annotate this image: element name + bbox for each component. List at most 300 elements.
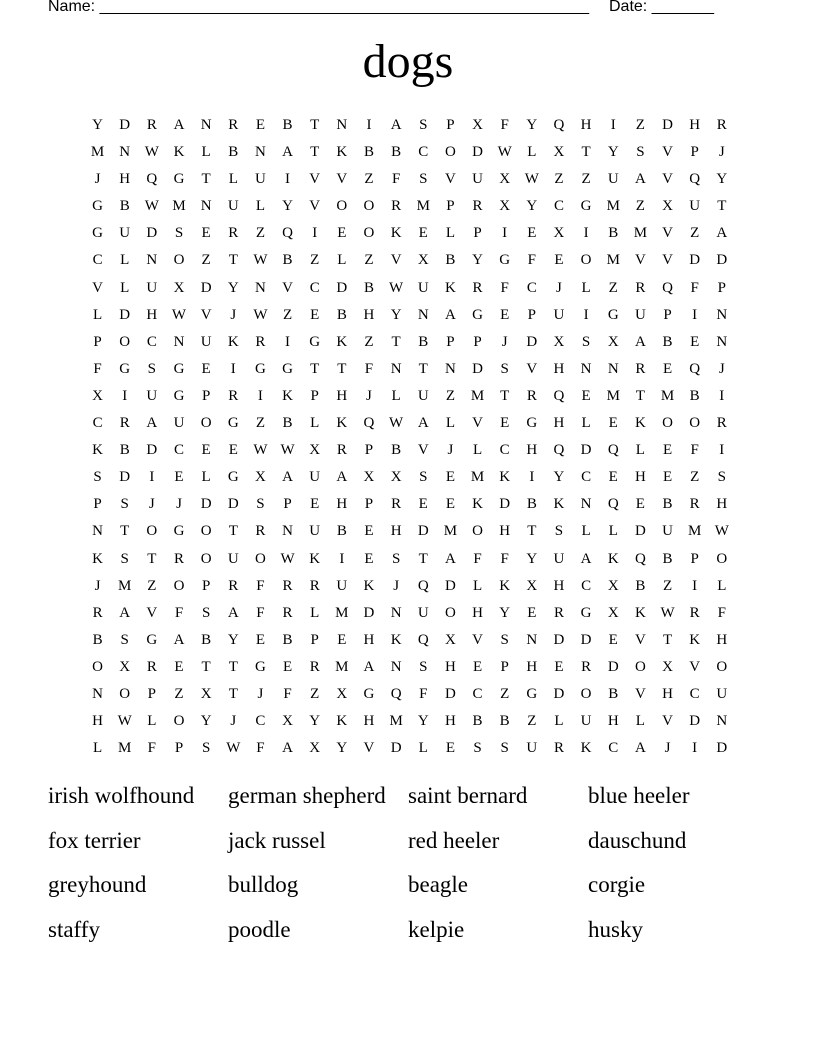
grid-letter: A — [227, 604, 239, 621]
grid-letter: V — [417, 442, 429, 459]
grid-letter: B — [119, 442, 130, 459]
grid-letter: E — [581, 387, 591, 404]
grid-letter: B — [418, 333, 429, 350]
word-list-item: greyhound — [48, 872, 147, 898]
grid-letter: T — [500, 387, 510, 404]
grid-letter: R — [119, 415, 130, 432]
grid-letter: N — [254, 144, 266, 161]
grid-letter: L — [581, 415, 591, 432]
grid-letter: P — [147, 685, 157, 702]
grid-letter: X — [92, 387, 103, 404]
grid-letter: R — [228, 387, 239, 404]
grid-letter: K — [472, 496, 483, 513]
grid-letter: X — [173, 279, 185, 296]
grid-letter: D — [553, 631, 565, 648]
grid-letter: H — [363, 631, 375, 648]
grid-letter: O — [254, 550, 266, 567]
grid-letter: K — [227, 333, 239, 350]
grid-letter: J — [556, 279, 562, 296]
grid-letter: N — [282, 523, 293, 540]
grid-letter: V — [92, 279, 103, 296]
grid-letter: F — [473, 550, 482, 567]
grid-letter: E — [608, 631, 618, 648]
grid-letter: U — [472, 171, 483, 188]
grid-letter: M — [470, 469, 485, 486]
grid-letter: Y — [336, 740, 348, 757]
grid-letter: C — [581, 469, 592, 486]
grid-letter: D — [689, 713, 701, 730]
grid-letter: L — [472, 442, 483, 459]
grid-letter: P — [201, 387, 211, 404]
grid-letter: O — [200, 550, 212, 567]
grid-letter: Q — [146, 171, 158, 188]
grid-letter: C — [255, 713, 266, 730]
grid-letter: X — [336, 685, 348, 702]
grid-letter: V — [634, 252, 646, 269]
grid-letter: K — [336, 415, 348, 432]
grid-letter: O — [580, 252, 592, 269]
grid-letter: Z — [310, 252, 320, 269]
grid-letter: P — [283, 496, 292, 513]
grid-letter: O — [716, 658, 728, 675]
grid-letter: E — [445, 740, 455, 757]
grid-letter: G — [580, 198, 592, 215]
grid-letter: M — [687, 523, 702, 540]
grid-letter: H — [336, 496, 348, 513]
grid-letter: D — [200, 279, 212, 296]
grid-letter: Z — [554, 171, 564, 188]
grid-letter: Y — [472, 252, 483, 269]
grid-letter: S — [419, 469, 428, 486]
grid-letter: R — [472, 198, 483, 215]
grid-letter: R — [391, 198, 402, 215]
grid-letter: D — [200, 496, 212, 513]
grid-letter: P — [663, 306, 672, 323]
grid-letter: V — [363, 740, 375, 757]
grid-letter: R — [716, 117, 727, 133]
grid-letter: O — [173, 252, 185, 269]
grid-letter: R — [716, 415, 727, 432]
grid-letter: P — [310, 387, 319, 404]
grid-letter: Z — [364, 333, 374, 350]
word-list-item: beagle — [408, 872, 469, 898]
grid-letter: Q — [363, 415, 375, 432]
grid-letter: B — [119, 198, 130, 215]
grid-letter: J — [501, 333, 508, 350]
grid-letter: R — [309, 577, 320, 594]
grid-letter: G — [173, 387, 185, 404]
grid-letter: P — [690, 550, 699, 567]
grid-letter: H — [390, 523, 402, 540]
grid-letter: B — [282, 415, 293, 432]
grid-letter: U — [309, 523, 321, 540]
grid-letter: E — [201, 360, 211, 377]
grid-letter: X — [472, 117, 483, 133]
word-list-item: bulldog — [228, 872, 299, 898]
grid-letter: H — [553, 415, 565, 432]
word-list-item: red heeler — [408, 827, 500, 853]
grid-letter: X — [553, 333, 565, 350]
grid-letter: N — [417, 306, 429, 323]
grid-letter: O — [119, 685, 131, 702]
grid-letter: H — [553, 577, 565, 594]
grid-letter: L — [92, 306, 103, 323]
grid-letter: J — [148, 496, 155, 513]
header-line — [48, 0, 748, 22]
grid-letter: K — [282, 387, 293, 404]
grid-letter: H — [146, 306, 158, 323]
grid-letter: D — [689, 252, 701, 269]
grid-letter: S — [93, 469, 102, 486]
grid-letter: R — [146, 658, 157, 675]
grid-letter: S — [120, 496, 129, 513]
grid-letter: R — [689, 604, 700, 621]
grid-letter: E — [255, 117, 265, 133]
grid-letter: E — [364, 550, 374, 567]
grid-letter: X — [309, 740, 321, 757]
grid-letter: K — [390, 631, 402, 648]
grid-letter: F — [419, 685, 428, 702]
grid-letter: L — [201, 469, 211, 486]
grid-letter: T — [310, 360, 320, 377]
grid-letter: L — [201, 144, 211, 161]
grid-letter: U — [689, 198, 701, 215]
grid-letter: V — [309, 171, 321, 188]
grid-letter: Y — [227, 631, 239, 648]
grid-letter: D — [499, 496, 511, 513]
grid-letter: B — [445, 252, 456, 269]
grid-letter: C — [472, 685, 483, 702]
grid-letter: E — [445, 496, 455, 513]
grid-letter: S — [717, 469, 726, 486]
grid-letter: L — [92, 740, 103, 757]
grid-letter: F — [500, 279, 509, 296]
grid-letter: O — [444, 144, 456, 161]
grid-letter: P — [500, 658, 509, 675]
grid-letter: H — [444, 713, 456, 730]
grid-letter: N — [390, 360, 402, 377]
grid-letter: K — [553, 496, 565, 513]
grid-letter: C — [499, 442, 510, 459]
grid-letter: W — [253, 442, 268, 459]
grid-letter: L — [635, 442, 645, 459]
grid-letter: K — [607, 550, 619, 567]
grid-letter: P — [364, 496, 374, 513]
grid-letter: H — [716, 496, 728, 513]
grid-letter: T — [391, 333, 401, 350]
grid-letter: R — [526, 387, 537, 404]
grid-letter: B — [689, 387, 700, 404]
grid-letter: M — [633, 225, 648, 242]
grid-letter: G — [363, 685, 375, 702]
grid-letter: R — [581, 658, 592, 675]
grid-letter: P — [690, 144, 699, 161]
grid-letter: M — [606, 198, 620, 215]
grid-letter: V — [662, 144, 673, 161]
grid-letter: W — [524, 171, 539, 188]
grid-letter: D — [119, 469, 131, 486]
grid-letter: S — [120, 631, 129, 648]
grid-letter: H — [689, 117, 701, 133]
grid-letter: L — [418, 740, 428, 757]
grid-letter: X — [662, 198, 673, 215]
grid-letter: W — [389, 279, 404, 296]
grid-letter: Y — [716, 171, 728, 188]
grid-letter: D — [119, 117, 131, 133]
grid-letter: P — [473, 333, 482, 350]
word-list-item: corgie — [588, 872, 646, 898]
grid-letter: R — [146, 117, 157, 133]
grid-letter: G — [146, 631, 158, 648]
grid-letter: Y — [92, 117, 103, 133]
word-list-item: irish wolfhound — [48, 783, 195, 808]
grid-letter: E — [500, 306, 510, 323]
grid-letter: M — [335, 658, 349, 675]
grid-letter: N — [607, 360, 619, 377]
grid-letter: J — [447, 442, 454, 459]
grid-letter: F — [256, 577, 265, 594]
grid-letter: W — [226, 740, 241, 757]
grid-letter: O — [716, 550, 728, 567]
grid-letter: B — [608, 225, 619, 242]
grid-letter: T — [418, 550, 428, 567]
grid-letter: N — [580, 360, 592, 377]
grid-letter: B — [662, 550, 673, 567]
grid-letter: G — [92, 225, 103, 242]
grid-letter: S — [120, 550, 129, 567]
grid-letter: R — [336, 442, 347, 459]
grid-letter: A — [282, 469, 293, 486]
grid-letter: D — [417, 523, 429, 540]
grid-letter: U — [417, 387, 429, 404]
grid-letter: S — [500, 360, 509, 377]
grid-letter: X — [499, 198, 511, 215]
grid-letter: E — [527, 604, 537, 621]
grid-letter: T — [120, 523, 130, 540]
grid-letter: N — [173, 333, 185, 350]
grid-letter: V — [689, 658, 701, 675]
grid-letter: M — [90, 144, 105, 161]
grid-letter: E — [608, 469, 618, 486]
grid-letter: P — [527, 306, 536, 323]
grid-letter: G — [282, 360, 293, 377]
grid-letter: L — [472, 577, 483, 594]
grid-letter: V — [472, 631, 483, 648]
grid-letter: D — [716, 740, 728, 757]
grid-letter: T — [310, 144, 320, 161]
grid-letter: X — [553, 225, 565, 242]
grid-letter: B — [662, 496, 673, 513]
grid-letter: E — [282, 658, 293, 675]
grid-letter: I — [610, 117, 616, 133]
grid-letter: E — [662, 469, 673, 486]
grid-letter: R — [635, 360, 646, 377]
grid-letter: T — [310, 117, 320, 133]
grid-letter: B — [391, 144, 402, 161]
grid-letter: I — [692, 306, 698, 323]
grid-letter: A — [716, 225, 728, 242]
grid-letter: U — [526, 740, 538, 757]
grid-letter: E — [472, 658, 483, 675]
grid-letter: Y — [526, 198, 538, 215]
grid-letter: Q — [689, 171, 701, 188]
grid-letter: Z — [364, 171, 374, 188]
grid-letter: K — [580, 740, 592, 757]
grid-letter: E — [201, 225, 211, 242]
grid-letter: D — [553, 685, 565, 702]
grid-letter: V — [634, 631, 646, 648]
grid-letter: Z — [282, 306, 293, 323]
grid-letter: E — [662, 442, 673, 459]
grid-letter: N — [526, 631, 538, 648]
grid-letter: T — [581, 144, 591, 161]
grid-letter: G — [119, 360, 131, 377]
grid-letter: Z — [445, 387, 455, 404]
grid-letter: F — [256, 604, 265, 621]
grid-letter: N — [716, 333, 728, 350]
grid-letter: J — [257, 685, 264, 702]
grid-letter: S — [419, 658, 428, 675]
grid-letter: I — [285, 171, 291, 188]
grid-letter: M — [118, 740, 132, 757]
grid-letter: Z — [608, 279, 618, 296]
grid-letter: R — [228, 117, 239, 133]
grid-letter: E — [255, 631, 265, 648]
grid-letter: G — [499, 252, 511, 269]
grid-letter: G — [173, 523, 185, 540]
grid-letter: Z — [527, 713, 537, 730]
word-list-item: blue heeler — [588, 783, 690, 808]
grid-letter: U — [634, 306, 646, 323]
grid-letter: D — [444, 577, 456, 594]
grid-letter: U — [173, 415, 185, 432]
grid-letter: F — [690, 442, 699, 459]
grid-letter: W — [117, 713, 132, 730]
grid-letter: Q — [553, 387, 565, 404]
grid-letter: J — [94, 577, 101, 594]
grid-letter: K — [634, 604, 646, 621]
grid-letter: T — [201, 658, 211, 675]
grid-letter: A — [417, 415, 429, 432]
grid-letter: U — [146, 279, 158, 296]
grid-letter: X — [607, 333, 619, 350]
grid-letter: Q — [689, 360, 701, 377]
grid-letter: E — [690, 333, 700, 350]
grid-letter: T — [147, 550, 157, 567]
grid-letter: W — [253, 252, 268, 269]
grid-letter: N — [580, 496, 592, 513]
grid-letter: B — [363, 144, 374, 161]
grid-letter: Z — [500, 685, 510, 702]
grid-letter: R — [282, 604, 293, 621]
grid-letter: O — [444, 604, 456, 621]
grid-letter: D — [472, 360, 483, 377]
grid-letter: F — [690, 279, 699, 296]
page-title: dogs — [362, 35, 454, 88]
grid-letter: E — [554, 252, 564, 269]
grid-letter: O — [336, 198, 348, 215]
grid-letter: I — [692, 577, 698, 594]
grid-letter: B — [662, 333, 673, 350]
grid-letter: S — [636, 144, 645, 161]
grid-letter: O — [363, 225, 375, 242]
grid-letter: Q — [634, 550, 646, 567]
grid-letter: M — [606, 387, 620, 404]
grid-letter: Z — [662, 577, 673, 594]
grid-letter: W — [389, 415, 404, 432]
grid-letter: B — [282, 252, 293, 269]
grid-letter: B — [608, 685, 619, 702]
grid-letter: K — [634, 415, 646, 432]
grid-letter: C — [581, 577, 592, 594]
grid-letter: N — [254, 279, 266, 296]
grid-letter: E — [527, 225, 537, 242]
grid-letter: H — [526, 442, 538, 459]
grid-letter: Y — [309, 713, 321, 730]
grid-letter: V — [662, 252, 673, 269]
grid-letter: Q — [553, 117, 565, 133]
grid-letter: F — [717, 604, 726, 621]
grid-letter: R — [173, 550, 184, 567]
grid-letter: X — [553, 144, 565, 161]
grid-letter: I — [230, 360, 236, 377]
grid-letter: P — [174, 740, 184, 757]
grid-letter: C — [173, 442, 184, 459]
grid-letter: D — [444, 685, 456, 702]
grid-letter: Q — [282, 225, 293, 242]
grid-letter: G — [254, 658, 266, 675]
grid-letter: S — [147, 360, 157, 377]
grid-letter: Y — [282, 198, 293, 215]
grid-letter: P — [446, 117, 455, 133]
grid-letter: L — [635, 713, 645, 730]
grid-letter: J — [366, 387, 372, 404]
grid-letter: U — [553, 306, 565, 323]
grid-letter: T — [228, 523, 238, 540]
grid-letter: G — [472, 306, 483, 323]
grid-letter: S — [256, 496, 265, 513]
grid-letter: W — [660, 604, 675, 621]
date-label: Date: — [609, 0, 652, 15]
grid-letter: L — [228, 171, 238, 188]
grid-letter: I — [502, 225, 508, 242]
grid-letter: S — [500, 631, 509, 648]
grid-letter: O — [200, 415, 212, 432]
grid-letter: J — [718, 360, 725, 377]
grid-letter: U — [254, 171, 266, 188]
grid-letter: S — [473, 740, 482, 757]
grid-letter: A — [444, 306, 456, 323]
grid-letter: L — [581, 279, 591, 296]
grid-letter: L — [391, 387, 401, 404]
grid-letter: Z — [690, 225, 700, 242]
grid-letter: H — [662, 685, 673, 702]
grid-letter: N — [716, 306, 728, 323]
grid-letter: M — [416, 198, 430, 215]
grid-letter: X — [417, 252, 429, 269]
grid-letter: K — [309, 550, 321, 567]
grid-letter: P — [93, 333, 102, 350]
grid-letter: N — [200, 198, 212, 215]
grid-letter: A — [173, 117, 185, 133]
grid-letter: C — [92, 415, 103, 432]
grid-letter: P — [201, 577, 211, 594]
grid-letter: B — [228, 144, 239, 161]
grid-letter: O — [200, 523, 212, 540]
word-list — [48, 778, 768, 957]
grid-letter: E — [445, 469, 455, 486]
grid-letter: L — [147, 713, 157, 730]
